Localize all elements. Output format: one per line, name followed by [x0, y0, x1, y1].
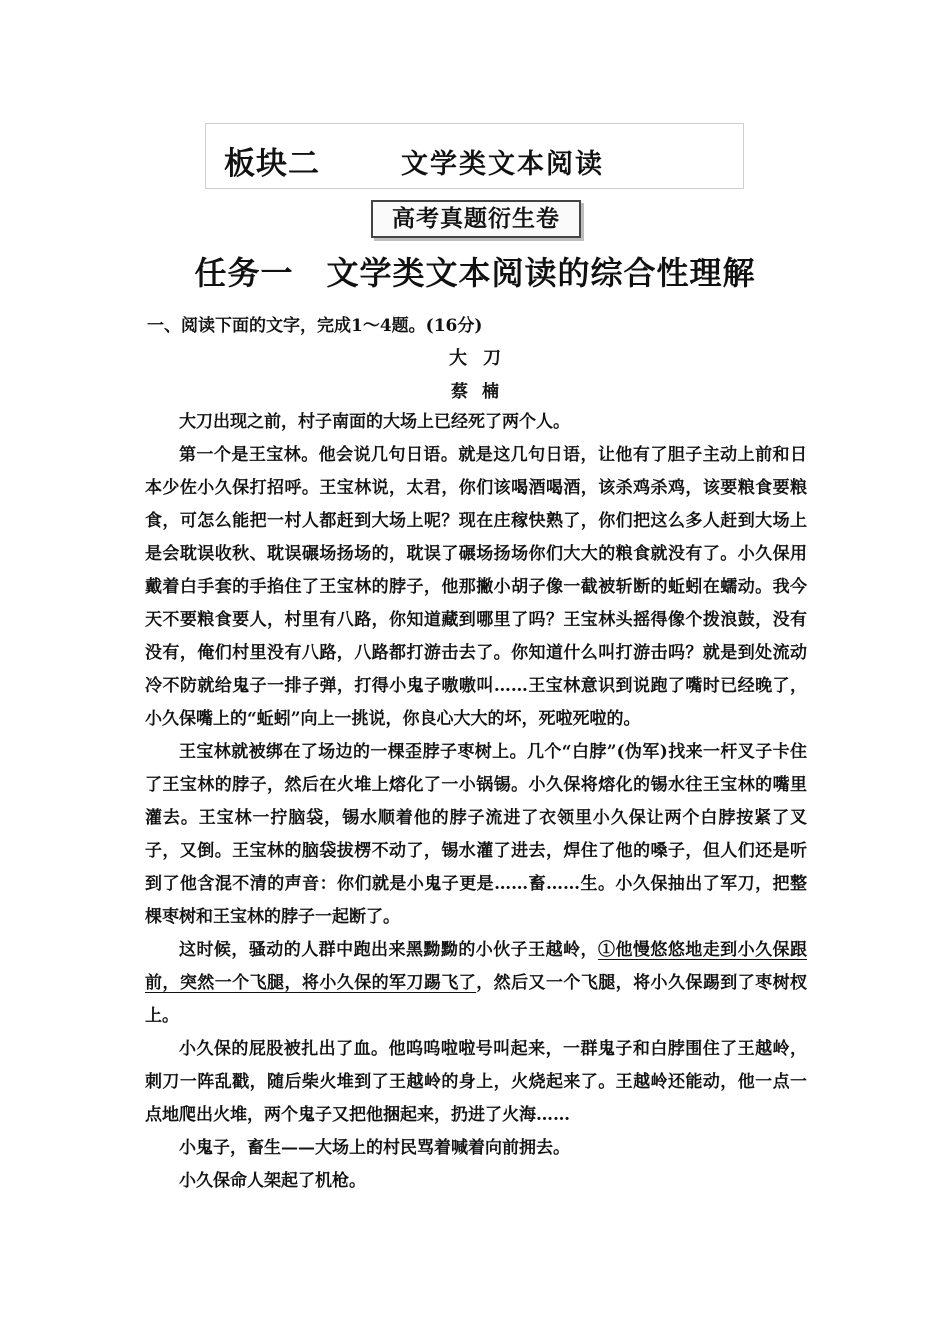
question-prompt: 一、阅读下面的文字，完成1～4题。(16分) — [147, 316, 483, 336]
paragraph-4-tail: ，然后又一个飞腿，将小久保踢到了枣树杈上。 — [145, 973, 808, 1026]
paragraph-5: 小久保的屁股被扎出了血。他呜呜啦啦号叫起来，一群鬼子和白脖围住了王越岭，刺刀一阵乱戳，随后柴火堆到了王越岭的身上，火烧起来了。王越岭还能动，他一点一点地爬出火堆，两个鬼子又把他捆起来，扔进了火海…… — [145, 1039, 807, 1125]
paragraph-6: 小鬼子，畜生——大场上的村民骂着喊着向前拥去。 — [179, 1138, 570, 1158]
paragraph-1: 大刀出现之前，村子南面的大场上已经死了两个人。 — [179, 412, 570, 432]
task-title: 任务一 文学类文本阅读的综合性理解 — [194, 254, 756, 292]
part-label: 板块二 — [224, 146, 320, 182]
section-banner — [205, 123, 744, 189]
source-badge: 高考真题衍生卷 — [371, 200, 581, 238]
story-body — [145, 405, 807, 1198]
section-title: 文学类文本阅读 — [401, 149, 604, 180]
paragraph-4 — [145, 934, 807, 1033]
story-author: 蔡楠 — [451, 382, 513, 402]
paragraph-3: 王宝林就被绑在了场边的一棵歪脖子枣树上。几个“白脖”(伪军)找来一杆叉子卡住了王宝林的脖子，然后在火堆上熔化了一小锅锡。小久保将熔化的锡水往王宝林的嘴里灌去。王宝林一拧脑袋，锡水顺着他的脖子流进了衣领里小久保让两个白脖按紧了叉子，又倒。王宝林的脑袋拔楞不动了，锡水灌了进去，焊住了他的嗓子，但人们还是听到了他含混不清的声音：你们就是小鬼子更是……畜……生。小久保抽出了军刀，把整棵枣树和王宝林的脖子一起断了。 — [145, 742, 807, 927]
underlined-passage-1: ①他慢悠悠地走到小久保跟前，突然一个飞腿，将小久保的军刀踢飞了 — [145, 940, 808, 993]
paragraph-4-lead: 这时候，骚动的人群中跑出来黑黝黝的小伙子王越岭， — [179, 940, 598, 960]
story-title: 大刀 — [449, 348, 517, 369]
paragraph-2: 第一个是王宝林。他会说几句日语。就是这几句日语，让他有了胆子主动上前和日本少佐小久保打招呼。王宝林说，太君，你们该喝酒喝酒，该杀鸡杀鸡，该要粮食要粮食，可怎么能把一村人都赶到大场上呢？现在庄稼快熟了，你们把这么多人赶到大场上是会耽误收秋、耽误碾场扬场的，耽误了碾场扬场你们大大的粮食就没有了。小久保用戴着白手套的手掐住了王宝林的脖子，他那撇小胡子像一截被斩断的蚯蚓在蠕动。我今天不要粮食要人，村里有八路，你知道藏到哪里了吗？王宝林头摇得像个拨浪鼓，没有没有，俺们村里没有八路，八路都打游击去了。你知道什么叫打游击吗？就是到处流动冷不防就给鬼子一排子弹，打得小鬼子嗷嗷叫……王宝林意识到说跑了嘴时已经晚了，小久保嘴上的“蚯蚓”向上一挑说，你良心大大的坏，死啦死啦的。 — [145, 445, 807, 729]
paragraph-7: 小久保命人架起了机枪。 — [179, 1171, 366, 1191]
